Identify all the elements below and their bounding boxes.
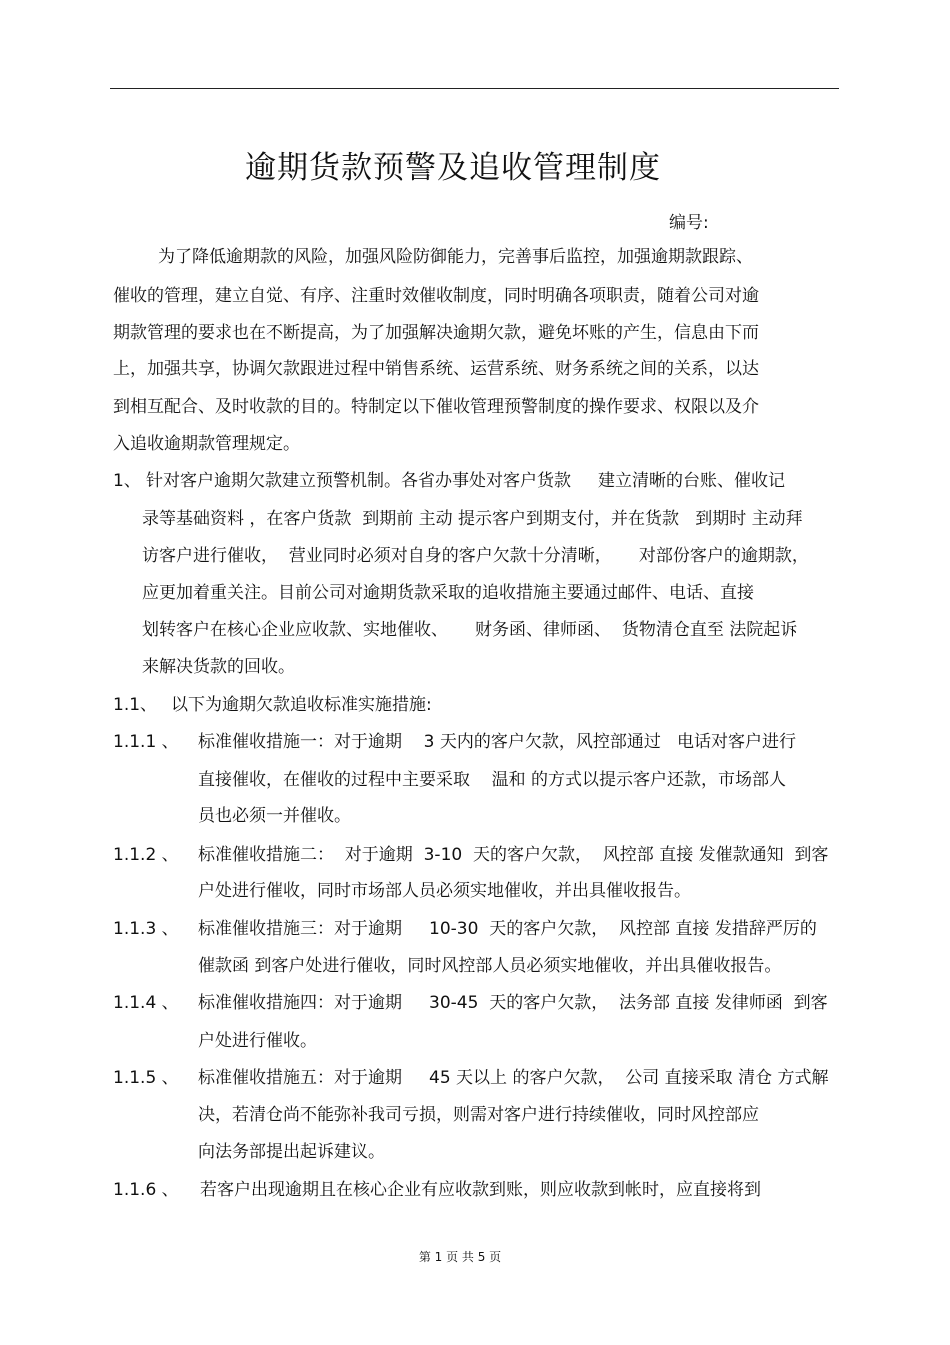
measure-line: 向法务部提出起诉建议。: [198, 1142, 385, 1162]
measure-line: 决，若清仓尚不能弥补我司亏损，则需对客户进行持续催收，同时风控部应: [198, 1105, 759, 1125]
measure-line: 标准催收措施三：对于逾期 10-30 天的客户欠款， 风控部 直接 发措辞严厉的: [198, 919, 817, 939]
measure-number: 1.1.1 、: [113, 732, 179, 752]
intro-line: 为了降低逾期款的风险，加强风险防御能力，完善事后监控，加强逾期款跟踪、: [158, 247, 753, 267]
intro-line: 到相互配合、及时收款的目的。特制定以下催收管理预警制度的操作要求、权限以及介: [113, 397, 759, 417]
section-line: 来解决货款的回收。: [142, 657, 295, 677]
intro-line: 入追收逾期款管理规定。: [113, 434, 300, 454]
section-line: 以下为逾期欠款追收标准实施措施:: [171, 695, 432, 715]
measure-line: 直接催收，在催收的过程中主要采取 温和 的方式以提示客户还款，市场部人: [198, 770, 787, 790]
intro-line: 催收的管理，建立自觉、有序、注重时效催收制度，同时明确各项职责，随着公司对逾: [113, 286, 759, 306]
measure-line: 催款函 到客户处进行催收，同时风控部人员必须实地催收，并出具催收报告。: [198, 956, 782, 976]
measure-line: 户处进行催收。: [198, 1031, 317, 1051]
measure-number: 1.1.2 、: [113, 845, 179, 865]
page-footer: 第 1 页 共 5 页: [418, 1250, 502, 1264]
section-line: 针对客户逾期欠款建立预警机制。各省办事处对客户货款 建立清晰的台账、催收记: [146, 471, 786, 491]
section-number: 1、: [113, 471, 141, 491]
measure-line: 若客户出现逾期且在核心企业有应收款到账，则应收款到帐时，应直接将到: [200, 1180, 761, 1200]
section-number: 1.1、: [113, 695, 158, 715]
section-line: 应更加着重关注。目前公司对逾期货款采取的追收措施主要通过邮件、电话、直接: [142, 583, 754, 603]
measure-number: 1.1.5 、: [113, 1068, 179, 1088]
measure-line: 标准催收措施二： 对于逾期 3-10 天的客户欠款， 风控部 直接 发催款通知 到客: [198, 845, 829, 865]
measure-number: 1.1.3 、: [113, 919, 179, 939]
measure-line: 员也必须一并催收。: [198, 806, 351, 826]
measure-line: 标准催收措施一：对于逾期 3 天内的客户欠款，风控部通过 电话对客户进行: [198, 732, 797, 752]
code-label: 编号:: [669, 213, 709, 233]
header-rule: [110, 88, 839, 89]
intro-line: 期款管理的要求也在不断提高，为了加强解决逾期欠款，避免坏账的产生，信息由下而: [113, 323, 759, 343]
measure-line: 标准催收措施五：对于逾期 45 天以上 的客户欠款， 公司 直接采取 清仓 方式解: [198, 1068, 829, 1088]
measure-number: 1.1.4 、: [113, 993, 179, 1013]
document-title: 逾期货款预警及追收管理制度: [245, 150, 661, 186]
measure-line: 标准催收措施四：对于逾期 30-45 天的客户欠款， 法务部 直接 发律师函 到客: [198, 993, 828, 1013]
measure-number: 1.1.6 、: [113, 1180, 179, 1200]
section-line: 访客户进行催收， 营业同时必须对自身的客户欠款十分清晰， 对部份客户的逾期款，: [142, 546, 809, 566]
measure-line: 户处进行催收，同时市场部人员必须实地催收，并出具催收报告。: [198, 881, 691, 901]
section-line: 录等基础资料 ，在客户货款 到期前 主动 提示客户到期支付，并在货款 到期时 主动拜: [142, 509, 803, 529]
intro-line: 上，加强共享，协调欠款跟进过程中销售系统、运营系统、财务系统之间的关系，以达: [113, 359, 759, 379]
section-line: 划转客户在核心企业应收款、实地催收、 财务函、律师函、 货物清仓直至 法院起诉: [142, 620, 798, 640]
